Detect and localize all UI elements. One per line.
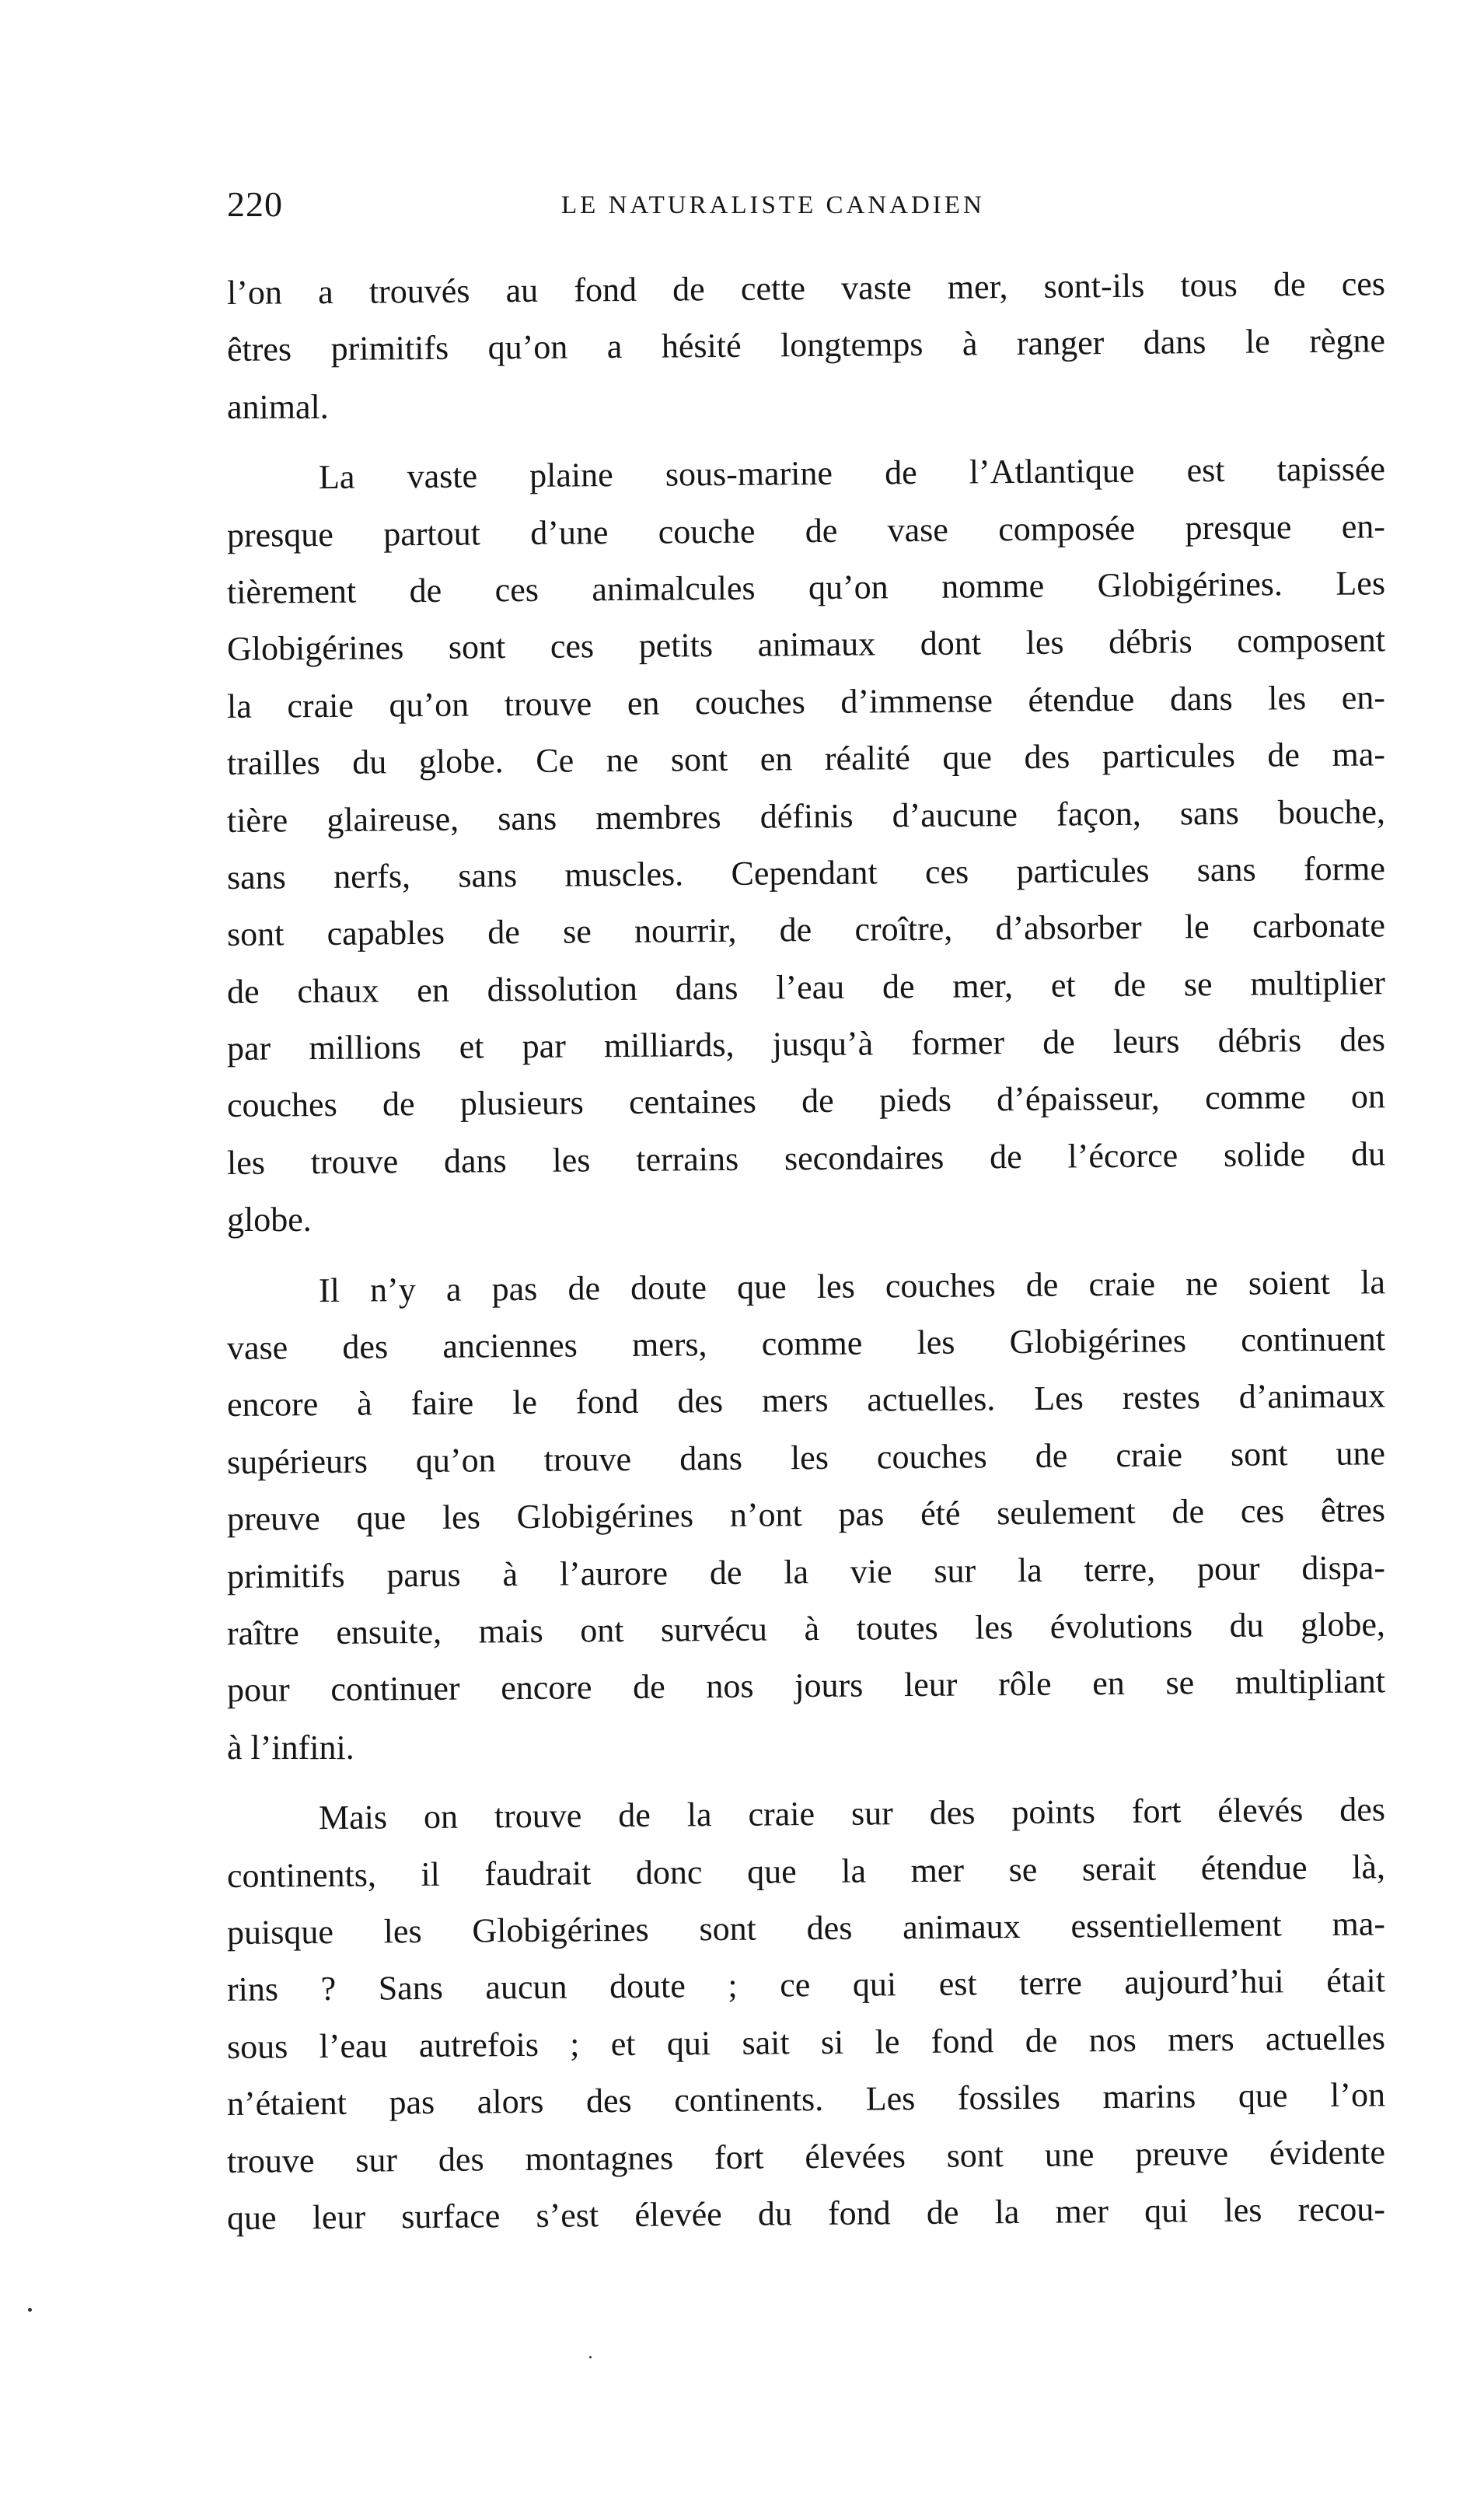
text-line: la craie qu’on trouve en couches d’immense étendue dans les en-: [226, 678, 1386, 725]
body-text: [227, 264, 1385, 2246]
text-line: êtres primitifs qu’on a hésité longtemps à ranger dans le règne: [226, 321, 1386, 369]
page-number: 220: [227, 184, 283, 224]
text-line: pour continuer encore de nos jours leur rôle en se multipliant: [226, 1662, 1386, 1710]
text-line: que leur surface s’est élevée du fond de la mer qui les recou-: [226, 2190, 1386, 2237]
text-line: encore à faire le fond des mers actuelles. Les restes d’animaux: [226, 1376, 1386, 1425]
text-line: vase des anciennes mers, comme les Globigérines continuent: [226, 1320, 1386, 1368]
text-line: animal.: [227, 387, 329, 426]
text-line: les trouve dans les terrains secondaires de l’écorce solide du: [226, 1134, 1386, 1182]
text-line: La vaste plaine sous-marine de l’Atlantique est tapissée: [318, 449, 1386, 497]
text-line: par millions et par milliards, jusqu’à former de leurs débris des: [226, 1020, 1386, 1068]
text-line: tière glaireuse, sans membres définis d’aucune façon, sans bouche,: [226, 792, 1386, 840]
text-line: puisque les Globigérines sont des animaux essentiellement ma-: [226, 1904, 1386, 1952]
text-line: supérieurs qu’on trouve dans les couches de craie sont une: [226, 1434, 1386, 1481]
scan-speck: [589, 2356, 592, 2358]
text-line: Mais on trouve de la craie sur des points fort élevés des: [318, 1790, 1386, 1837]
text-line: globe.: [227, 1201, 312, 1239]
text-line: trailles du globe. Ce ne sont en réalité que des particules de ma-: [226, 735, 1386, 783]
text-line: continents, il faudrait donc que la mer se serait étendue là,: [226, 1847, 1386, 1895]
text-line: l’on a trouvés au fond de cette vaste mer, sont-ils tous de ces: [226, 264, 1386, 312]
text-line: couches de plusieurs centaines de pieds d’épaisseur, comme on: [226, 1077, 1386, 1125]
text-line: à l’infini.: [227, 1728, 354, 1767]
text-line: n’étaient pas alors des continents. Les fossiles marins que l’on: [226, 2075, 1386, 2124]
text-line: Globigérines sont ces petits animaux dont les débris composent: [226, 621, 1386, 669]
text-line: rins ? Sans aucun doute ; ce qui est terre aujourd’hui était: [226, 1961, 1386, 2009]
text-line: sont capables de se nourrir, de croître, d’absorber le carbonate: [226, 906, 1386, 954]
text-line: presque partout d’une couche de vase composée presque en-: [226, 506, 1386, 554]
text-line: primitifs parus à l’aurore de la vie sur la terre, pour dispa-: [226, 1547, 1386, 1596]
running-head: LE NATURALISTE CANADIEN: [561, 191, 985, 219]
text-line: sous l’eau autrefois ; et qui sait si le fond de nos mers actuelles: [226, 2019, 1386, 2066]
text-line: sans nerfs, sans muscles. Cependant ces particules sans forme: [226, 849, 1386, 897]
page-header: [227, 184, 1090, 230]
text-line: Il n’y a pas de doute que les couches de craie ne soient la: [318, 1262, 1386, 1309]
scan-speck: [28, 2308, 32, 2312]
text-line: raître ensuite, mais ont survécu à toutes les évolutions du globe,: [226, 1605, 1386, 1652]
text-line: preuve que les Globigérines n’ont pas été seulement de ces êtres: [226, 1491, 1386, 1539]
text-line: de chaux en dissolution dans l’eau de mer, et de se multiplier: [226, 963, 1386, 1011]
text-line: tièrement de ces animalcules qu’on nomme Globigérines. Les: [226, 564, 1386, 611]
text-line: trouve sur des montagnes fort élevées sont une preuve évidente: [226, 2132, 1386, 2180]
